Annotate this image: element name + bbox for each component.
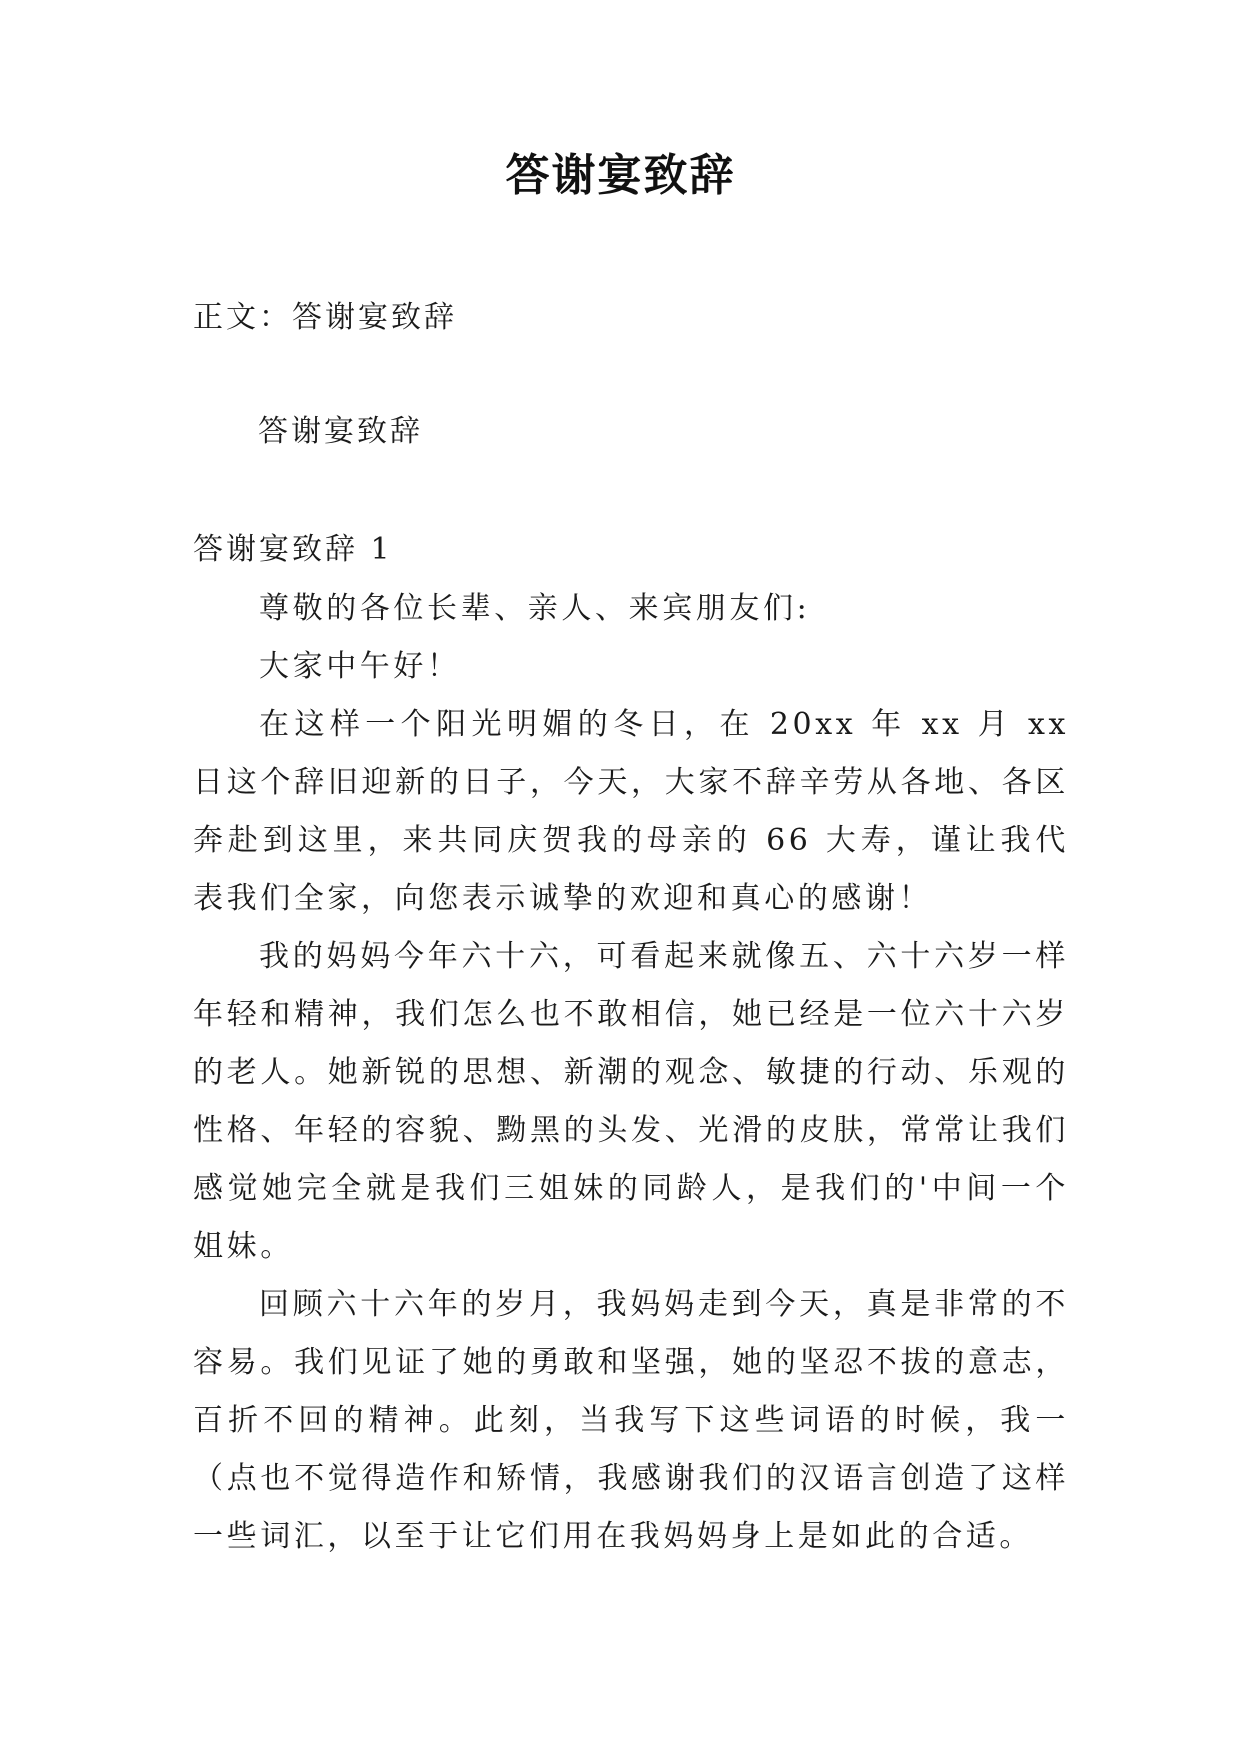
paragraph: 在这样一个阳光明媚的冬日，在 20xx 年 xx 月 xx 日这个辞旧迎新的日子，今天，大家不辞辛劳从各地、各区奔赴到这里，来共同庆贺我的母亲的 66 大寿，谨让我代表我们全家，向您表示诚挚的欢迎和真心的感谢！ — [193, 707, 1069, 916]
paragraph: 我的妈妈今年六十六，可看起来就像五、六十六岁一样年轻和精神，我们怎么也不敢相信，她已经是一位六十六岁的老人。她新锐的思想、新潮的观念、敏捷的行动、乐观的性格、年轻的容貌、黝黑的头发、光滑的皮肤，常常让我们感觉她完全就是我们三姐妹的同龄人，是我们的'中间一个姐妹。 — [193, 939, 1069, 1264]
section-heading: 答谢宴致辞 1 — [193, 532, 393, 567]
paragraph: 回顾六十六年的岁月，我妈妈走到今天，真是非常的不容易。我们见证了她的勇敢和坚强，她的坚忍不拔的意志，百折不回的精神。此刻，当我写下这些词语的时候，我一（点也不觉得造作和矫情，我感谢我们的汉语言创造了这样一些词汇，以至于让它们用在我妈妈身上是如此的合适。 — [193, 1287, 1069, 1554]
paragraph: 大家中午好！ — [259, 649, 461, 684]
body-text — [193, 580, 1069, 1566]
subtitle: 答谢宴致辞 — [258, 414, 423, 449]
paragraph: 尊敬的各位长辈、亲人、来宾朋友们: — [259, 591, 811, 626]
label-line: 正文：答谢宴致辞 — [193, 300, 457, 335]
document-title: 答谢宴致辞 — [505, 150, 736, 201]
